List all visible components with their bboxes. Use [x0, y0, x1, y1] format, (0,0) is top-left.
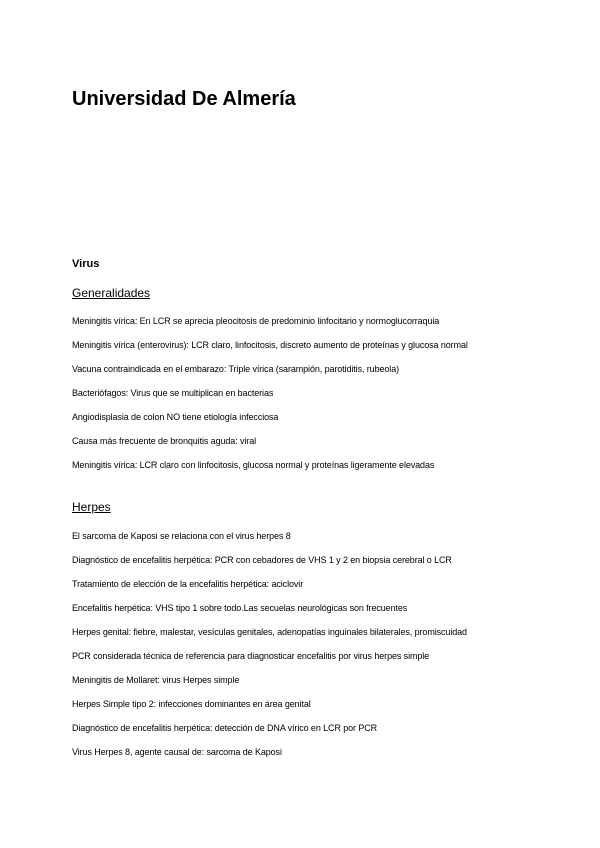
list-item: Encefalitis herpética: VHS tipo 1 sobre todo.Las secuelas neurológicas son frecuentes	[72, 603, 408, 613]
section-heading-virus: Virus	[72, 258, 100, 270]
list-item: Herpes Simple tipo 2: infecciones dominantes en área genital	[72, 699, 311, 709]
subsection-heading-herpes: Herpes	[72, 500, 111, 514]
list-item: Meningitis vírica (enterovirus): LCR claro, linfocitosis, discreto aumento de proteínas y glucosa normal	[72, 340, 468, 350]
list-item: Virus Herpes 8, agente causal de: sarcoma de Kaposi	[72, 747, 282, 757]
list-item: PCR considerada técnica de referencia para diagnosticar encefalitis por virus herpes simple	[72, 651, 430, 661]
document-title: Universidad De Almería	[72, 88, 296, 110]
list-item: Meningitis vírica: LCR claro con linfocitosis, glucosa normal y proteínas ligeramente elevadas	[72, 460, 435, 470]
list-item: Diagnóstico de encefalitis herpética: PCR con cebadores de VHS 1 y 2 en biopsia cerebral o LCR	[72, 555, 452, 565]
list-item: El sarcoma de Kaposi se relaciona con el virus herpes 8	[72, 531, 291, 541]
herpes-list	[72, 530, 467, 770]
list-item: Angiodisplasia de colon NO tiene etiología infecciosa	[72, 412, 279, 422]
list-item: Bacteriófagos: Virus que se multiplican en bacterias	[72, 388, 274, 398]
list-item: Diagnóstico de encefalitis herpética: detección de DNA vírico en LCR por PCR	[72, 723, 378, 733]
list-item: Causa más frecuente de bronquitis aguda: viral	[72, 436, 257, 446]
list-item: Meningitis vírica: En LCR se aprecia pleocitosis de predominio linfocitario y normoglucorraquia	[72, 316, 440, 326]
generalidades-list	[72, 315, 468, 483]
list-item: Meningitis de Mollaret: virus Herpes simple	[72, 675, 240, 685]
list-item: Herpes genital: fiebre, malestar, vesículas genitales, adenopatías inguinales bilaterales, promiscuidad	[72, 627, 467, 637]
list-item: Tratamiento de elección de la encefalitis herpética: aciclovir	[72, 579, 304, 589]
subsection-heading-generalidades: Generalidades	[72, 286, 151, 300]
list-item: Vacuna contraindicada en el embarazo: Triple vírica (sarampión, parotiditis, rubeola)	[72, 364, 400, 374]
